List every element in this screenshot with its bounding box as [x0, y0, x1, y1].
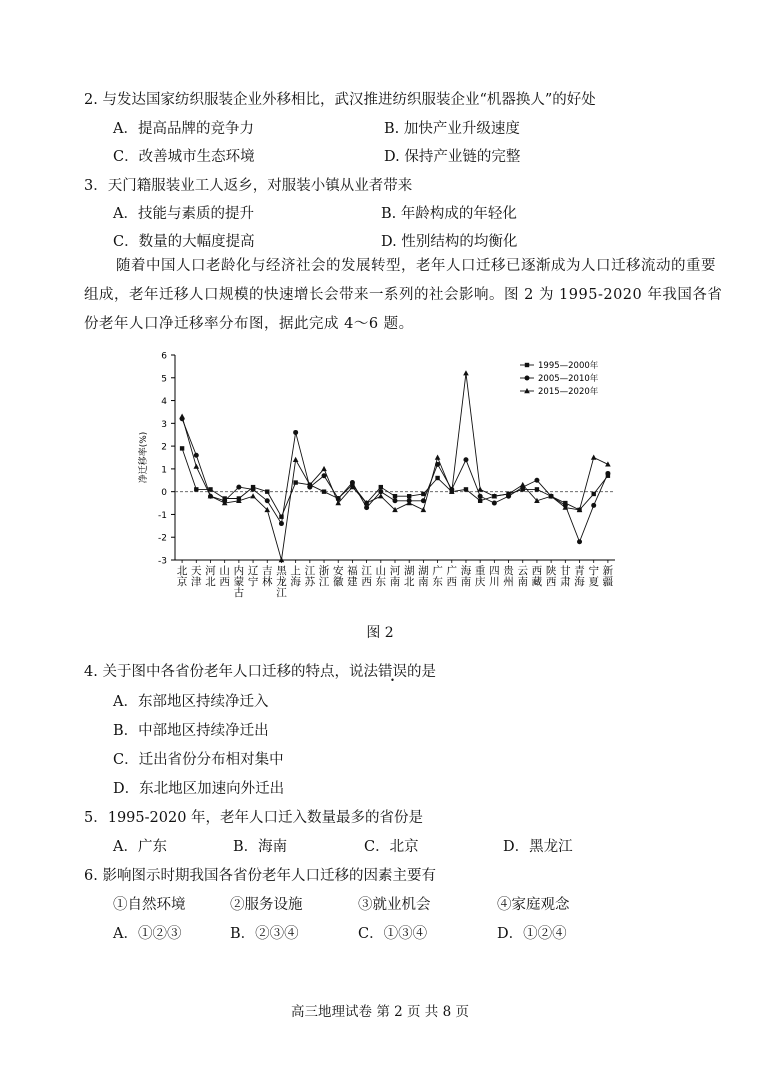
y-tick-label: 6	[161, 351, 167, 362]
legend-marker-2	[525, 376, 530, 381]
y-tick-label: 1	[161, 465, 167, 476]
q4-option-b: B．中部地区持续净迁出	[113, 723, 269, 739]
q5-option-c: C．北京	[364, 839, 419, 855]
q6-stem: 6. 影响图示时期我国各省份老年人口迁移的因素主要有	[84, 868, 436, 884]
x-tick-label: 内蒙古	[233, 565, 245, 599]
q6-factor-3: ③就业机会	[358, 897, 431, 913]
y-tick-label: 3	[161, 419, 167, 430]
series-1-point	[180, 446, 184, 450]
series-2-point	[577, 539, 582, 544]
y-tick-label: 2	[161, 442, 167, 453]
intro-paragraph: 随着中国人口老龄化与经济社会的发展转型，老年人口迁移已逐渐成为人口迁移流动的重要组成，老年迁移人口规模的快速增长会带来一系列的社会影响。图 2 为 1995-2020 年我国各省份老年人口净迁移率分布图，据此完成 4～6 题。	[84, 258, 723, 332]
y-tick-label: -1	[158, 510, 167, 521]
q4-stem-before: 4. 关于图中各省份老年人口迁移的特点，说法	[84, 664, 378, 680]
series-2-point	[293, 430, 298, 435]
x-tick-label: 浙江	[318, 565, 330, 588]
x-tick-label: 山西	[219, 565, 230, 588]
legend-label-1: 1995—2000年	[538, 361, 599, 371]
legend-marker-1	[525, 363, 529, 367]
x-tick-label: 西藏	[531, 565, 543, 588]
x-tick-label: 安徽	[332, 565, 344, 588]
series-1-point	[435, 476, 439, 480]
q2-option-a: A．提高品牌的竞争力	[113, 121, 254, 137]
q4-stem-emphasis: 错误	[377, 664, 407, 680]
page-footer: 高三地理试卷 第 2 页 共 8 页	[291, 1004, 469, 1020]
q4-option-a: A．东部地区持续净迁入	[113, 694, 269, 710]
q3-option-c: C．数量的大幅度提高	[113, 234, 255, 250]
series-1-point	[535, 487, 539, 491]
x-tick-label: 江苏	[304, 565, 316, 588]
x-tick-label: 上海	[290, 565, 301, 588]
series-2-point	[591, 503, 596, 508]
net-migration-chart	[120, 345, 620, 615]
series-3-point	[477, 486, 483, 491]
x-tick-label: 福建	[347, 565, 358, 588]
series-3-point	[250, 493, 256, 498]
q4-stem	[84, 660, 436, 681]
y-tick-label: 4	[161, 397, 167, 408]
series-1-point	[194, 487, 198, 491]
y-tick-label: -3	[158, 556, 167, 567]
x-tick-label: 河北	[205, 565, 216, 588]
x-tick-label: 辽宁	[247, 565, 259, 588]
y-axis-label: 净迁移率(%)	[139, 431, 149, 484]
series-1-point	[293, 480, 297, 484]
series-3-point	[321, 466, 327, 471]
series-2-point	[393, 498, 398, 503]
series-3-point	[463, 370, 469, 375]
x-tick-label: 云南	[517, 565, 528, 588]
series-3-point	[293, 457, 299, 462]
series-1-point	[464, 487, 468, 491]
q6-option-d: D．①②④	[497, 926, 567, 942]
series-1-point	[407, 494, 411, 498]
x-tick-label: 宁夏	[588, 565, 599, 588]
series-line-3	[182, 373, 608, 560]
series-2-point	[478, 494, 483, 499]
y-tick-label: 5	[161, 374, 167, 385]
series-1-point	[393, 494, 397, 498]
series-2-point	[236, 485, 241, 490]
x-tick-label: 海南	[460, 565, 472, 588]
x-tick-label: 广西	[446, 565, 458, 588]
q6-option-c: C．①③④	[358, 926, 428, 942]
series-1-point	[322, 489, 326, 493]
x-tick-label: 广东	[432, 565, 443, 588]
series-3-point	[605, 461, 611, 466]
x-tick-label: 甘肃	[560, 565, 571, 588]
legend-label-2: 2005—2010年	[538, 374, 599, 384]
series-1-point	[421, 492, 425, 496]
x-tick-label: 陕西	[545, 565, 557, 588]
x-tick-label: 重庆	[474, 565, 486, 588]
series-2-point	[605, 471, 610, 476]
x-tick-label: 河南	[389, 565, 401, 588]
x-tick-label: 湖北	[403, 565, 415, 588]
series-1-point	[265, 489, 269, 493]
series-2-point	[463, 457, 468, 462]
q5-option-a: A．广东	[113, 839, 167, 855]
y-tick-label: -2	[158, 533, 167, 544]
figure-caption: 图 2	[366, 625, 394, 641]
series-1-point	[592, 492, 596, 496]
q3-stem: 3．天门籍服装业工人返乡，对服装小镇从业者带来	[84, 178, 413, 194]
x-tick-label: 湖南	[418, 565, 429, 588]
series-3-point	[421, 507, 427, 512]
x-tick-label: 四川	[489, 565, 500, 588]
series-2-point	[492, 501, 497, 506]
series-2-point	[194, 453, 199, 458]
series-3-point	[179, 414, 185, 419]
series-3-point	[435, 455, 441, 460]
q6-factor-2: ②服务设施	[230, 897, 303, 913]
x-tick-label: 江西	[361, 565, 372, 588]
series-2-point	[265, 498, 270, 503]
series-line-1	[182, 448, 608, 516]
q5-option-b: B．海南	[233, 839, 288, 855]
q6-factor-1: ①自然环境	[113, 897, 186, 913]
q3-option-a: A．技能与素质的提升	[113, 206, 254, 222]
q2-option-d: D. 保持产业链的完整	[384, 149, 521, 165]
x-tick-label: 吉林	[262, 565, 273, 588]
q5-stem: 5．1995-2020 年，老年人口迁入数量最多的省份是	[84, 810, 424, 826]
x-tick-label: 新疆	[602, 565, 614, 588]
q5-option-d: D．黑龙江	[503, 839, 573, 855]
q4-option-d: D．东北地区加速向外迁出	[113, 781, 285, 797]
x-tick-label: 北京	[176, 565, 188, 588]
x-tick-label: 天津	[191, 565, 202, 588]
q4-option-c: C．迁出省份分布相对集中	[113, 752, 284, 768]
q6-factor-4: ④家庭观念	[497, 897, 570, 913]
series-1-point	[478, 499, 482, 503]
series-3-point	[193, 464, 199, 469]
q6-option-a: A．①②③	[113, 926, 182, 942]
q2-option-c: C．改善城市生态环境	[113, 149, 255, 165]
x-tick-label: 山东	[375, 565, 387, 588]
series-3-point	[520, 482, 526, 487]
series-2-point	[251, 487, 256, 492]
x-tick-label: 贵州	[503, 565, 514, 588]
series-2-point	[364, 505, 369, 510]
q4-stem-after: 的是	[406, 664, 436, 680]
q3-option-b: B. 年龄构成的年轻化	[381, 206, 517, 222]
series-line-2	[182, 419, 608, 542]
q6-option-b: B．②③④	[230, 926, 299, 942]
x-tick-label: 黑龙江	[276, 565, 287, 599]
q3-option-d: D. 性别结构的均衡化	[381, 234, 518, 250]
q2-option-b: B. 加快产业升级速度	[384, 121, 520, 137]
q2-stem: 2. 与发达国家纺织服装企业外移相比，武汉推进纺织服装企业“机器换人”的好处	[84, 92, 596, 108]
series-1-point	[379, 485, 383, 489]
legend-label-3: 2015—2020年	[538, 387, 599, 397]
series-3-point	[591, 455, 597, 460]
series-2-point	[534, 478, 539, 483]
series-2-point	[279, 521, 284, 526]
x-tick-label: 青海	[574, 565, 585, 588]
y-tick-label: 0	[161, 488, 167, 499]
